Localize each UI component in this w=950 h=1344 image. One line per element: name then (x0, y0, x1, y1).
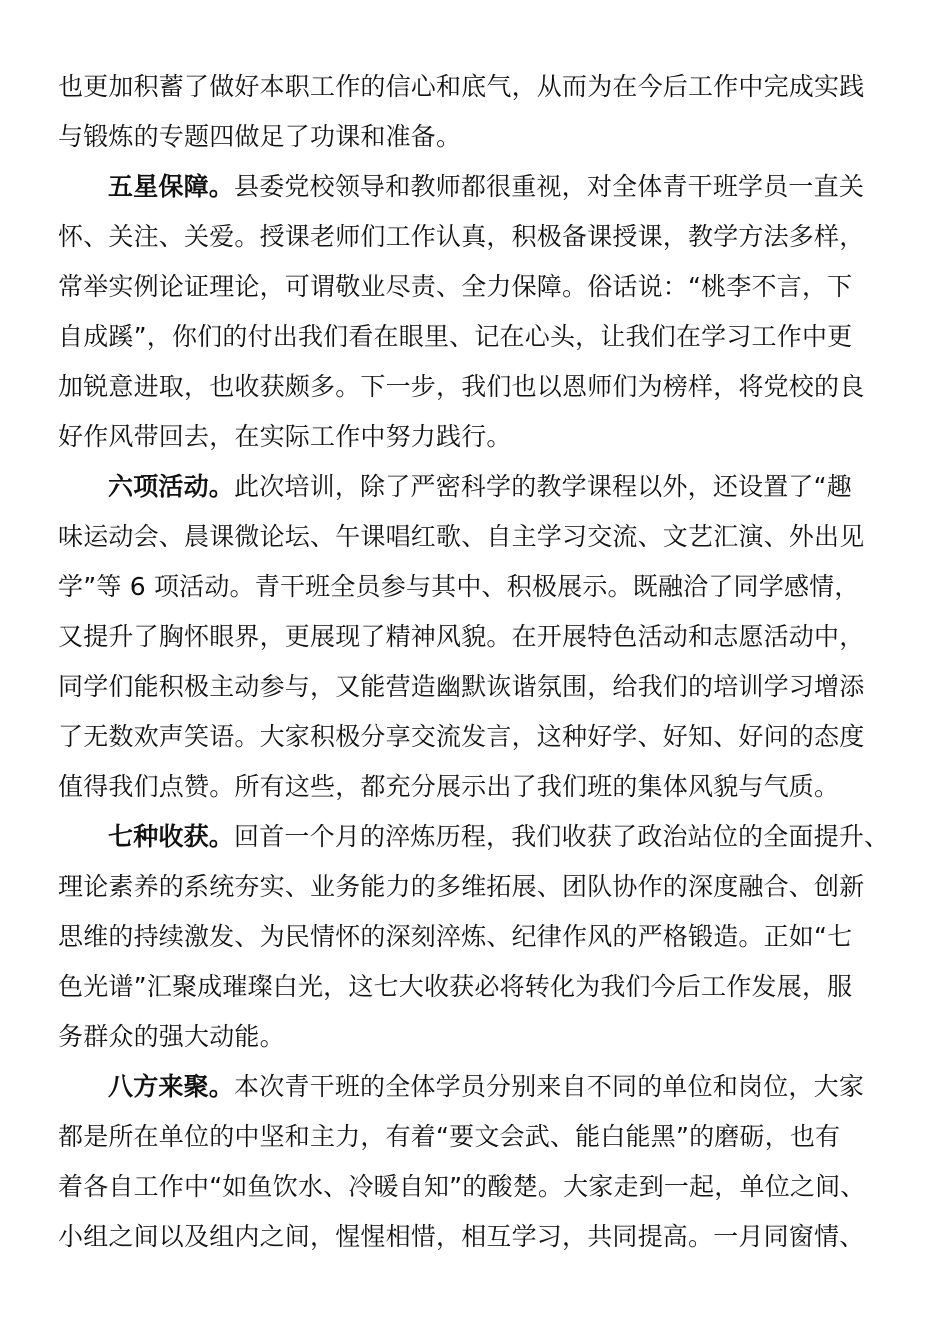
paragraph-text: 县委党校领导和教师都很重视，对全体青干班学员一直关 (234, 172, 865, 201)
text-line: 小组之间以及组内之间，惺惺相惜，相互学习，共同提高。一月同窗情、 (58, 1222, 865, 1251)
paragraph-start-line (58, 1062, 878, 1112)
text-line: 理论素养的系统夯实、业务能力的多维拓展、团队协作的深度融合、创新 (58, 872, 865, 901)
text-line: 又提升了胸怀眼界，更展现了精神风貌。在开展特色活动和志愿活动中， (58, 622, 865, 651)
section-heading: 六项活动。 (108, 472, 235, 501)
text-line: 思维的持续激发、为民情怀的深刻淬炼、纪律作风的严格锻造。正如“七 (58, 922, 853, 951)
text-line: 学”等 6 项活动。青干班全员参与其中、积极展示。既融洽了同学感情， (58, 572, 860, 601)
section-heading: 八方来聚。 (108, 1072, 235, 1101)
text-line: 务群众的强大动能。 (58, 1022, 285, 1051)
text-line: 自成蹊”，你们的付出我们看在眼里、记在心头，让我们在学习工作中更 (58, 322, 853, 351)
text-line: 味运动会、晨课微论坛、午课唱红歌、自主学习交流、文艺汇演、外出见 (58, 522, 865, 551)
paragraph-start-line (58, 812, 890, 862)
section-heading: 七种收获。 (108, 822, 235, 851)
text-line: 色光谱”汇聚成璀璨白光，这七大收获必将转化为我们今后工作发展，服 (58, 972, 853, 1001)
text-line: 与锻炼的专题四做足了功课和准备。 (58, 122, 462, 151)
document-page (58, 62, 890, 1262)
text-line: 加锐意进取，也收获颇多。下一步，我们也以恩师们为榜样，将党校的良 (58, 372, 865, 401)
text-line: 值得我们点赞。所有这些，都充分展示出了我们班的集体风貌与气质。 (58, 772, 840, 801)
paragraph-text: 本次青干班的全体学员分别来自不同的单位和岗位，大家 (234, 1072, 865, 1101)
text-line: 怀、关注、关爱。授课老师们工作认真，积极备课授课，教学方法多样， (58, 222, 865, 251)
paragraph-text: 回首一个月的淬炼历程，我们收获了政治站位的全面提升、 (234, 822, 890, 851)
text-line: 了无数欢声笑语。大家积极分享交流发言，这种好学、好知、好问的态度 (58, 722, 865, 751)
text-line: 着各自工作中“如鱼饮水、冷暖自知”的酸楚。大家走到一起，单位之间、 (58, 1172, 866, 1201)
paragraph-start-line (58, 462, 878, 512)
section-heading: 五星保障。 (108, 172, 235, 201)
text-line: 常举实例论证理论，可谓敬业尽责、全力保障。俗话说：“桃李不言，下 (58, 272, 853, 301)
paragraph-start-line (58, 162, 878, 212)
paragraph-text: 此次培训，除了严密科学的教学课程以外，还设置了“趣 (234, 472, 852, 501)
text-line: 都是所在单位的中坚和主力，有着“要文会武、能白能黑”的磨砺，也有 (58, 1122, 841, 1151)
text-line: 也更加积蓄了做好本职工作的信心和底气，从而为在今后工作中完成实践 (58, 72, 865, 101)
text-line: 同学们能积极主动参与，又能营造幽默诙谐氛围，给我们的培训学习增添 (58, 672, 865, 701)
text-line: 好作风带回去，在实际工作中努力践行。 (58, 422, 512, 451)
